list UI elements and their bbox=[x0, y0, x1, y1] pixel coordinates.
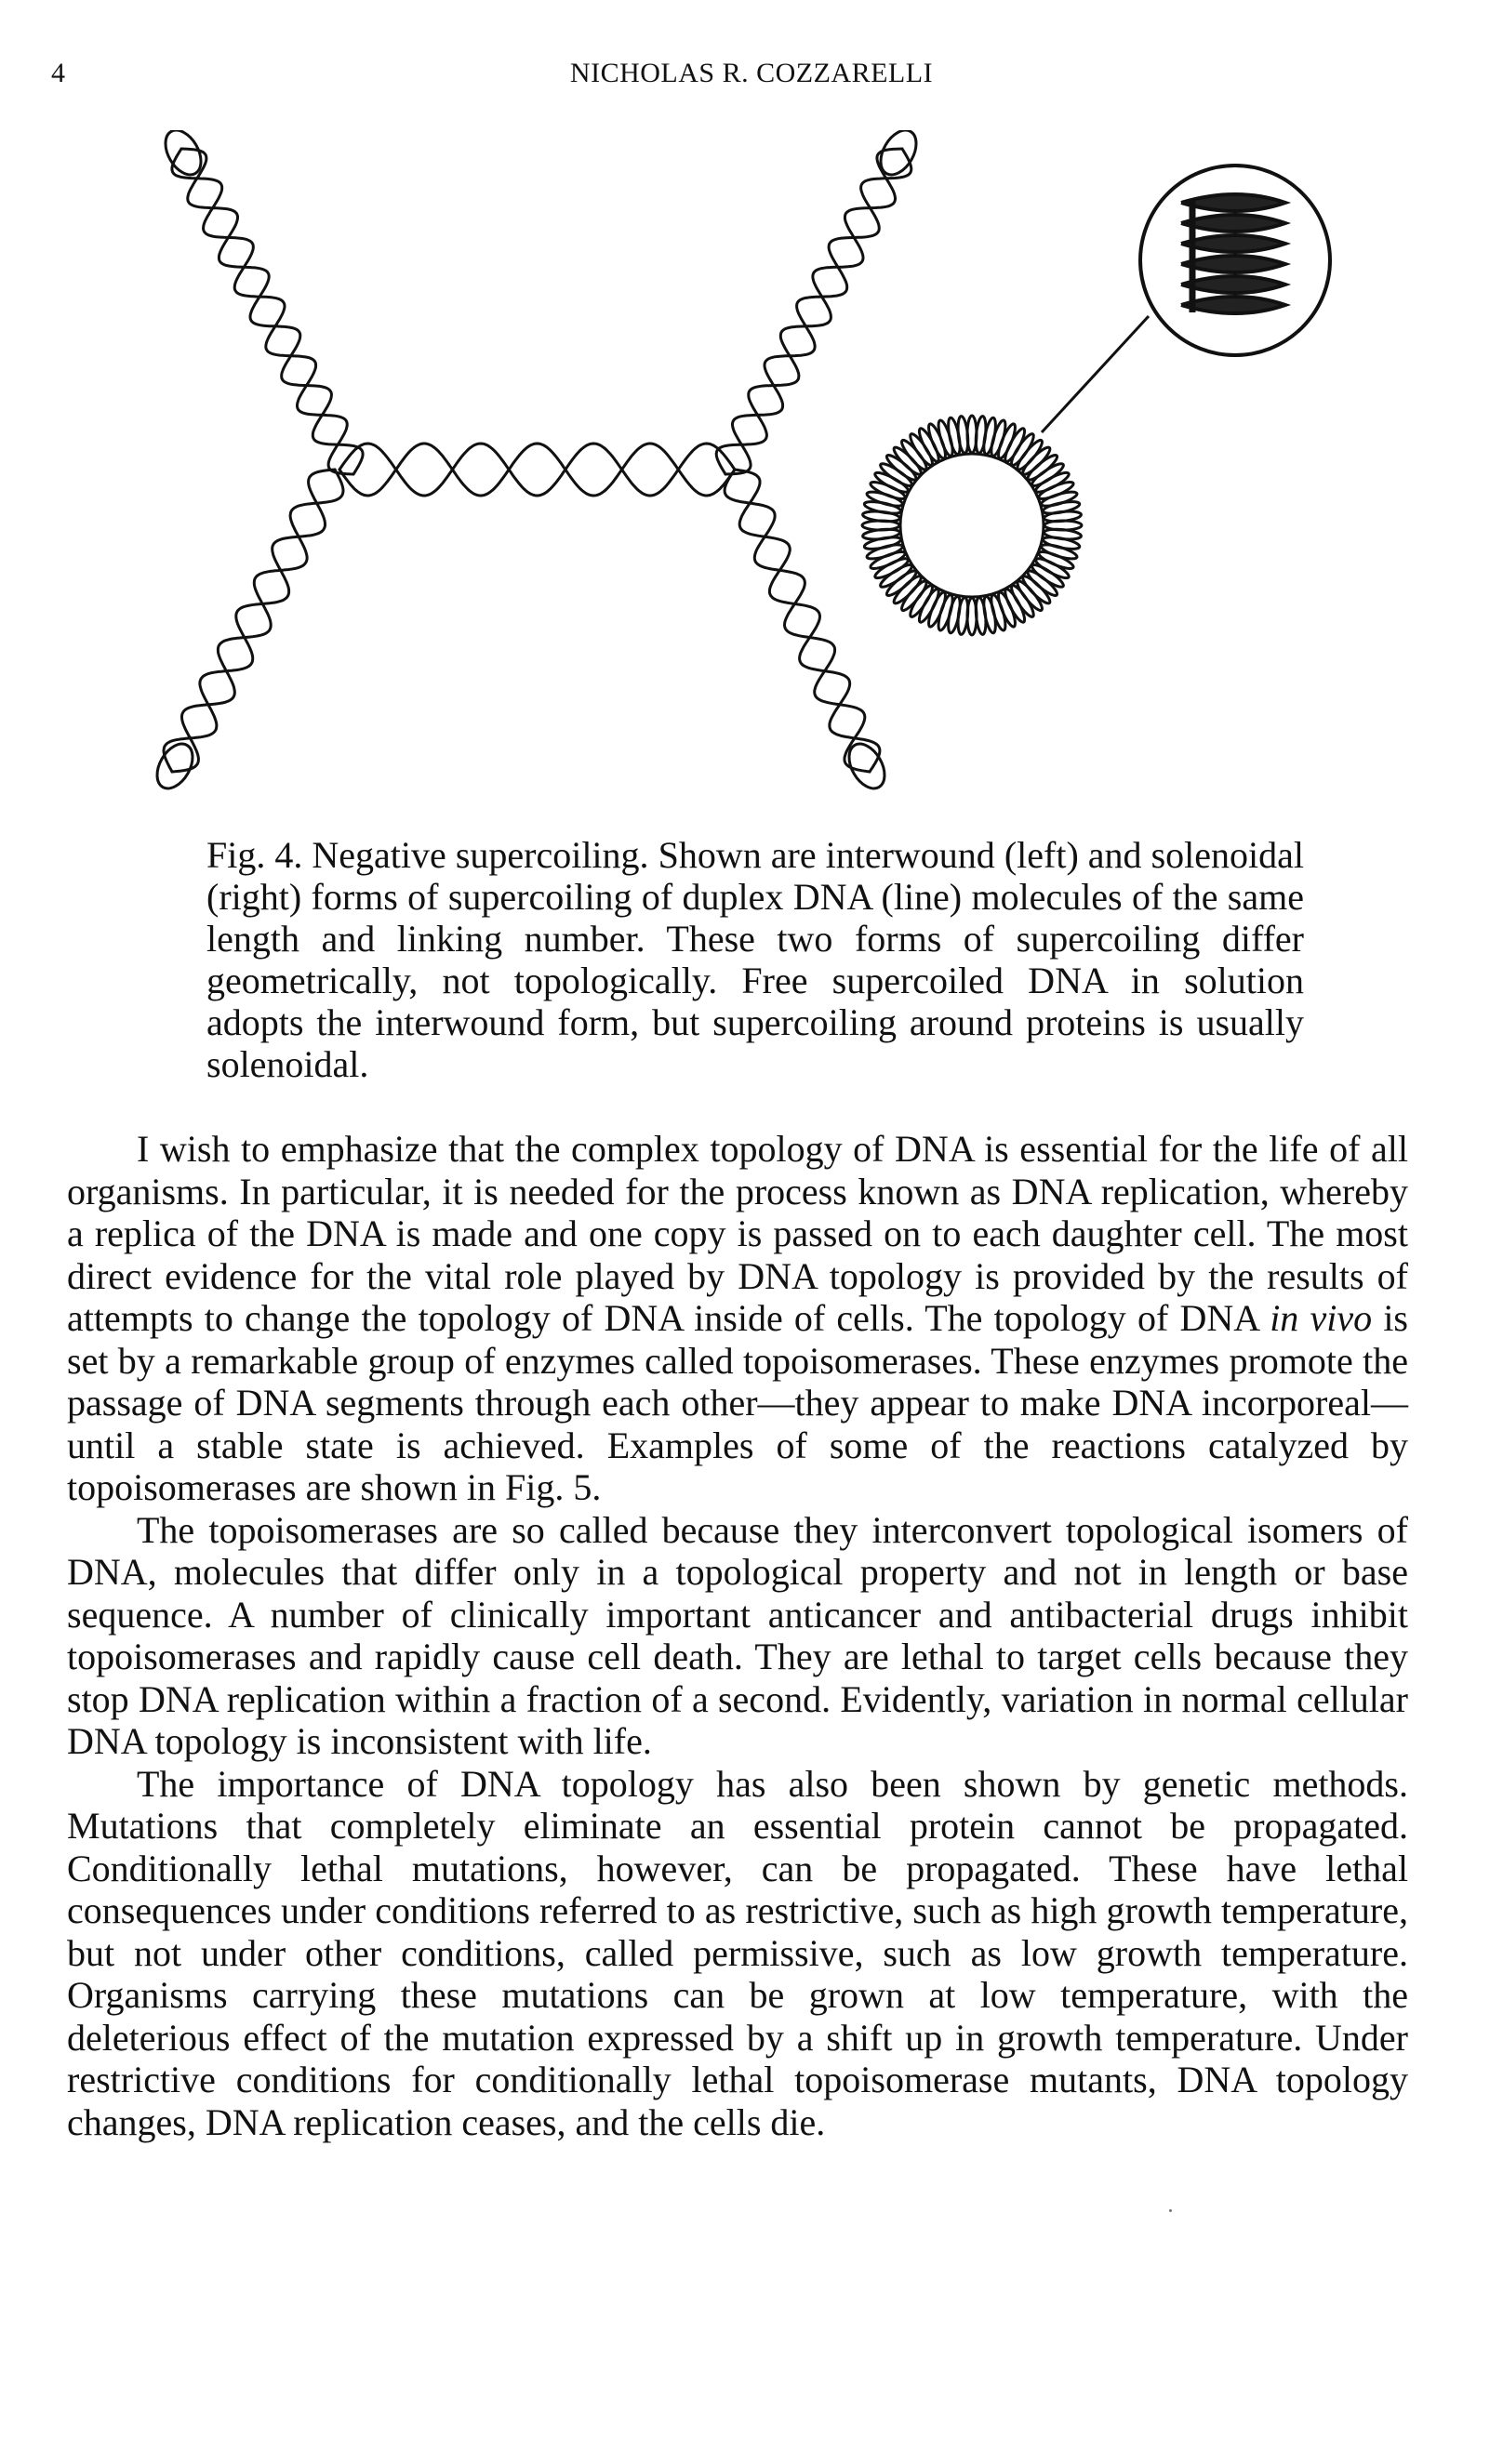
paragraph-2: The topoisomerases are so called because they interconvert topological isomers of DNA, molecules that differ only in a topological property and not in length or base sequence. A number of clinically important anticancer and antibacterial drugs inhibit topoisomerases and rapidly cause cell death. They are lethal to target cells because they stop DNA replication within a fraction of a second. Evidently, variation in normal cellular DNA topology is inconsistent with life. bbox=[67, 1508, 1408, 1762]
magnified-coil-turn bbox=[1181, 194, 1285, 211]
solenoid-turn bbox=[898, 578, 929, 613]
interwound-arm-lower-right-strand-a bbox=[725, 470, 870, 772]
loop-end-upper-right bbox=[873, 130, 924, 181]
interwound-arm-lower-right bbox=[725, 470, 880, 772]
solenoid-inner-core bbox=[900, 454, 1044, 597]
running-head: NICHOLAS R. COZZARELLI bbox=[569, 58, 934, 88]
interwound-arm-lower-left-strand-b bbox=[172, 470, 343, 772]
solenoid-turn bbox=[1020, 574, 1053, 606]
solenoid-turn bbox=[891, 444, 924, 477]
paragraph-3: The importance of DNA topology has also been shown by genetic methods. Mutations that completely eliminate an essential protein cannot be propagated. Conditionally lethal mutations, however, can be propagated. These have lethal consequences under conditions referred to as restrictive, such as high growth temperature, but not under other conditions, called permissive, such as low growth temperature. Organisms carrying these mutations can be grown at low temperature, with the deleterious effect of the mutation expressed by a shift up in growth temperature. Under restrictive conditions for conditionally lethal topoisomerase mutants, DNA topology changes, DNA replication ceases, and the cells die. bbox=[67, 1762, 1408, 2143]
paragraph-1 bbox=[67, 1128, 1408, 1509]
paragraph-1-part-2: is set by a remarkable group of enzymes called topoisomerases. These enzymes promote the passage of DNA segments through each other—they appear to make DNA incorporeal—until a stable state is achieved. Examples of some of the reactions catalyzed by topoisomerases are shown in Fig. 5. bbox=[67, 1297, 1409, 1508]
solenoid-turn bbox=[885, 452, 919, 483]
figure-4-caption bbox=[206, 834, 1304, 1085]
magnified-coil-turn bbox=[1181, 297, 1285, 313]
interwound-arm-upper-left-strand-a bbox=[172, 149, 353, 474]
solenoid-turn bbox=[1015, 578, 1045, 613]
interwound-center-duplex bbox=[339, 444, 735, 496]
magnified-coil-turn bbox=[1181, 215, 1285, 232]
magnifier-pointer-line bbox=[1042, 316, 1149, 432]
interwound-center-duplex-strand-a bbox=[339, 444, 735, 496]
paragraph-1-part-1: I wish to emphasize that the complex topology of DNA is essential for the life of all organisms. In particular, it is needed for the process known as DNA replication, whereby a replica of the DNA is made and one copy is passed on to each daughter cell. The most direct evidence for the vital role played by DNA topology is provided by the results of attempts to change the topology of DNA inside of cells. The topology of DNA bbox=[67, 1128, 1408, 1339]
magnified-coil-turn bbox=[1181, 256, 1285, 272]
interwound-arm-lower-right-strand-b bbox=[735, 470, 880, 772]
interwound-arm-upper-right-strand-a bbox=[716, 149, 902, 474]
figure-4-illustration bbox=[0, 130, 1503, 818]
solenoid-turn bbox=[1043, 499, 1081, 516]
solenoid-turn bbox=[885, 568, 919, 599]
solenoid-turn bbox=[1020, 444, 1053, 477]
loop-end-lower-left bbox=[150, 737, 200, 794]
solenoidal-supercoil bbox=[862, 166, 1330, 635]
interwound-arm-lower-left bbox=[164, 470, 343, 772]
interwound-center-duplex-strand-b bbox=[339, 444, 735, 496]
solenoid-turn bbox=[981, 596, 998, 634]
figure-4 bbox=[0, 130, 1503, 818]
interwound-arm-upper-right bbox=[716, 149, 911, 474]
in-vivo-italic: in vivo bbox=[1270, 1297, 1373, 1339]
solenoid-turn bbox=[863, 535, 901, 551]
print-speck bbox=[1169, 2209, 1172, 2212]
magnified-coil-turn bbox=[1181, 235, 1285, 252]
interwound-arm-lower-left-strand-a bbox=[164, 470, 335, 772]
interwound-arm-upper-right-strand-b bbox=[725, 149, 911, 474]
solenoid-turn bbox=[1015, 438, 1045, 472]
figure-4-caption-text: Negative supercoiling. Shown are interwound (left) and solenoidal (right) forms of supercoiling of duplex DNA (line) molecules of the same length and linking number. These two forms of supercoiling differ geometrically, not topologically. Free supercoiled DNA in solution adopts the interwound form, but supercoiling around proteins is usually solenoidal. bbox=[206, 834, 1305, 1085]
interwound-supercoil bbox=[150, 130, 924, 795]
solenoid-ring bbox=[862, 416, 1082, 635]
figure-4-label: Fig. 4. bbox=[206, 834, 303, 876]
solenoid-turn bbox=[946, 417, 963, 455]
solenoid-turn bbox=[898, 438, 929, 472]
magnified-coil-turn bbox=[1181, 276, 1285, 293]
interwound-arm-upper-left bbox=[172, 149, 363, 474]
solenoid-turn bbox=[1025, 452, 1059, 483]
body-text bbox=[67, 1128, 1408, 2143]
interwound-arm-upper-left-strand-b bbox=[181, 149, 363, 474]
page-number: 4 bbox=[51, 58, 65, 88]
solenoid-turn bbox=[891, 574, 924, 606]
solenoid-turn bbox=[1025, 568, 1059, 599]
